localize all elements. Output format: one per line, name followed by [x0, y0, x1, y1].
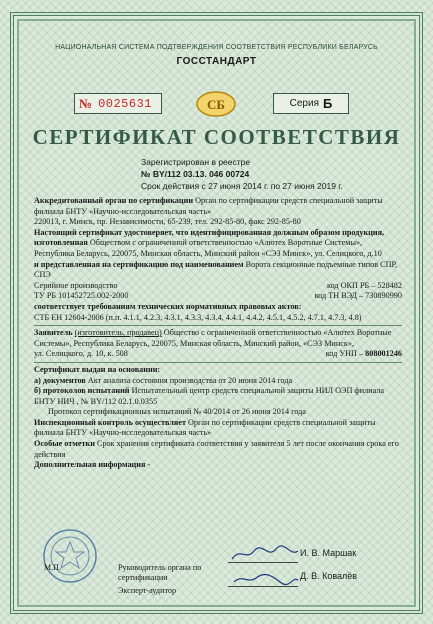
serial-number: 0025631 — [98, 96, 152, 111]
series-value: Б — [323, 96, 333, 111]
accredited-paragraph: Аккредитованный орган по сертификации Орган по сертификации средств специальной защиты филиала БНТУ «Научно-исследовательская часть» — [34, 196, 383, 216]
gosstandart-title: ГОССТАНДАРТ — [176, 56, 257, 67]
divider — [34, 325, 402, 326]
conforms-label: соответствует требованиям технических нормативных правовых актов: — [34, 301, 302, 311]
signatory-2-role: Эксперт-аудитор — [118, 586, 177, 595]
additional-paragraph: Дополнительная информация - — [34, 460, 151, 470]
basis-label: Сертификат выдан на основании: — [34, 364, 161, 374]
docs-line: а) документов Акт анализа состояния производства от 20 июня 2014 года — [34, 375, 293, 385]
signature-line-2 — [228, 586, 298, 587]
certify-paragraph: Настоящий сертификат удостоверяет, что идентифицированная должным образом продукция, изготовленная Обществом с ограниченной ответственностью «Алютех Воротные Системы», Республика Беларусь, 220075, Минская область, Минский район «СЭЗ Минск», ул. Селицкого, д.10 — [34, 227, 385, 258]
tu-row: ТУ РБ 101452725.002-2000 код ТН ВЭД – 730890990 — [34, 291, 402, 301]
serial-number-box — [74, 93, 162, 114]
address-line: 220013, г. Минск, пр. Независимости, 65-239, тел. 292-85-80, факс 292-85-80 — [34, 217, 301, 227]
applicant-street-row: ул. Селицкого, д. 10, к. 508 код УНП – 808001246 — [34, 349, 402, 359]
seal-label: М.П. — [44, 563, 61, 572]
certificate-body — [34, 196, 402, 471]
signature-line-1 — [228, 562, 298, 563]
production-row: Серийное производство код ОКП РБ – 528482 — [34, 280, 402, 290]
official-seal-icon — [42, 528, 98, 584]
series-box — [273, 93, 349, 114]
registration-line: Зарегистрирован в реестре — [141, 157, 251, 167]
protocols-line: б) протоколов испытаний Испытательный центр средств специальной защиты НИЛ ОЭП филиала БНТУ НИЧ , № BY/112 02.1.0.0355 — [34, 386, 384, 406]
signature-1-icon — [230, 545, 300, 563]
registration-number: № BY/112 03.13. 046 00724 — [141, 169, 250, 179]
sb-logo-icon — [195, 90, 237, 118]
validity-period: Срок действия с 27 июня 2014 г. по 27 июня 2019 г. — [141, 181, 343, 191]
signatory-2-name: Д. В. Ковалёв — [300, 571, 358, 581]
signatory-1-role: Руководитель органа по сертификации — [118, 563, 202, 582]
signatory-1-name: И. В. Маршак — [300, 548, 357, 558]
registration-block — [141, 156, 343, 192]
divider — [34, 362, 402, 363]
applicant-paragraph: Заявитель (изготовитель, продавец) Общество с ограниченной ответственностью «Алютех Воротные Системы», Республика Беларусь, 220075, Минская область, Минский район, «СЭЗ Минск», — [34, 328, 392, 348]
inspection-paragraph: Инспекционный контроль осуществляет Орган по сертификации средств специальной защиты филиала БНТУ «Научно-исследовательская часть» — [34, 417, 376, 438]
protocol-detail: Протокол сертификационных испытаний № 40/2014 от 26 июня 2014 года — [48, 407, 306, 417]
system-title: НАЦИОНАЛЬНАЯ СИСТЕМА ПОДТВЕРЖДЕНИЯ СООТВЕТСТВИЯ РЕСПУБЛИКИ БЕЛАРУСЬ — [55, 44, 378, 51]
logo-text: СБ — [207, 97, 225, 112]
presented-paragraph: и представленная на сертификацию под наименованием Ворота секционные подъемные типов СПР, СПЭ — [34, 259, 398, 280]
certificate-title: СЕРТИФИКАТ СООТВЕТСТВИЯ — [32, 125, 401, 149]
serial-prefix: № — [79, 95, 93, 111]
standard-line: СТБ ЕН 12604-2006 (п.п. 4.1.1, 4.2.3, 4.3.1, 4.3.3, 4.3.4, 4.4.1, 4.4.2, 4.5.1, 4.5.2, 4.7.1, 4.7.3, 4.8) — [34, 312, 362, 322]
series-label: Серия — [289, 98, 319, 109]
special-paragraph: Особые отметки Срок хранения сертификата соответствия у заявителя 5 лет после окончания срока его действия — [34, 439, 399, 459]
